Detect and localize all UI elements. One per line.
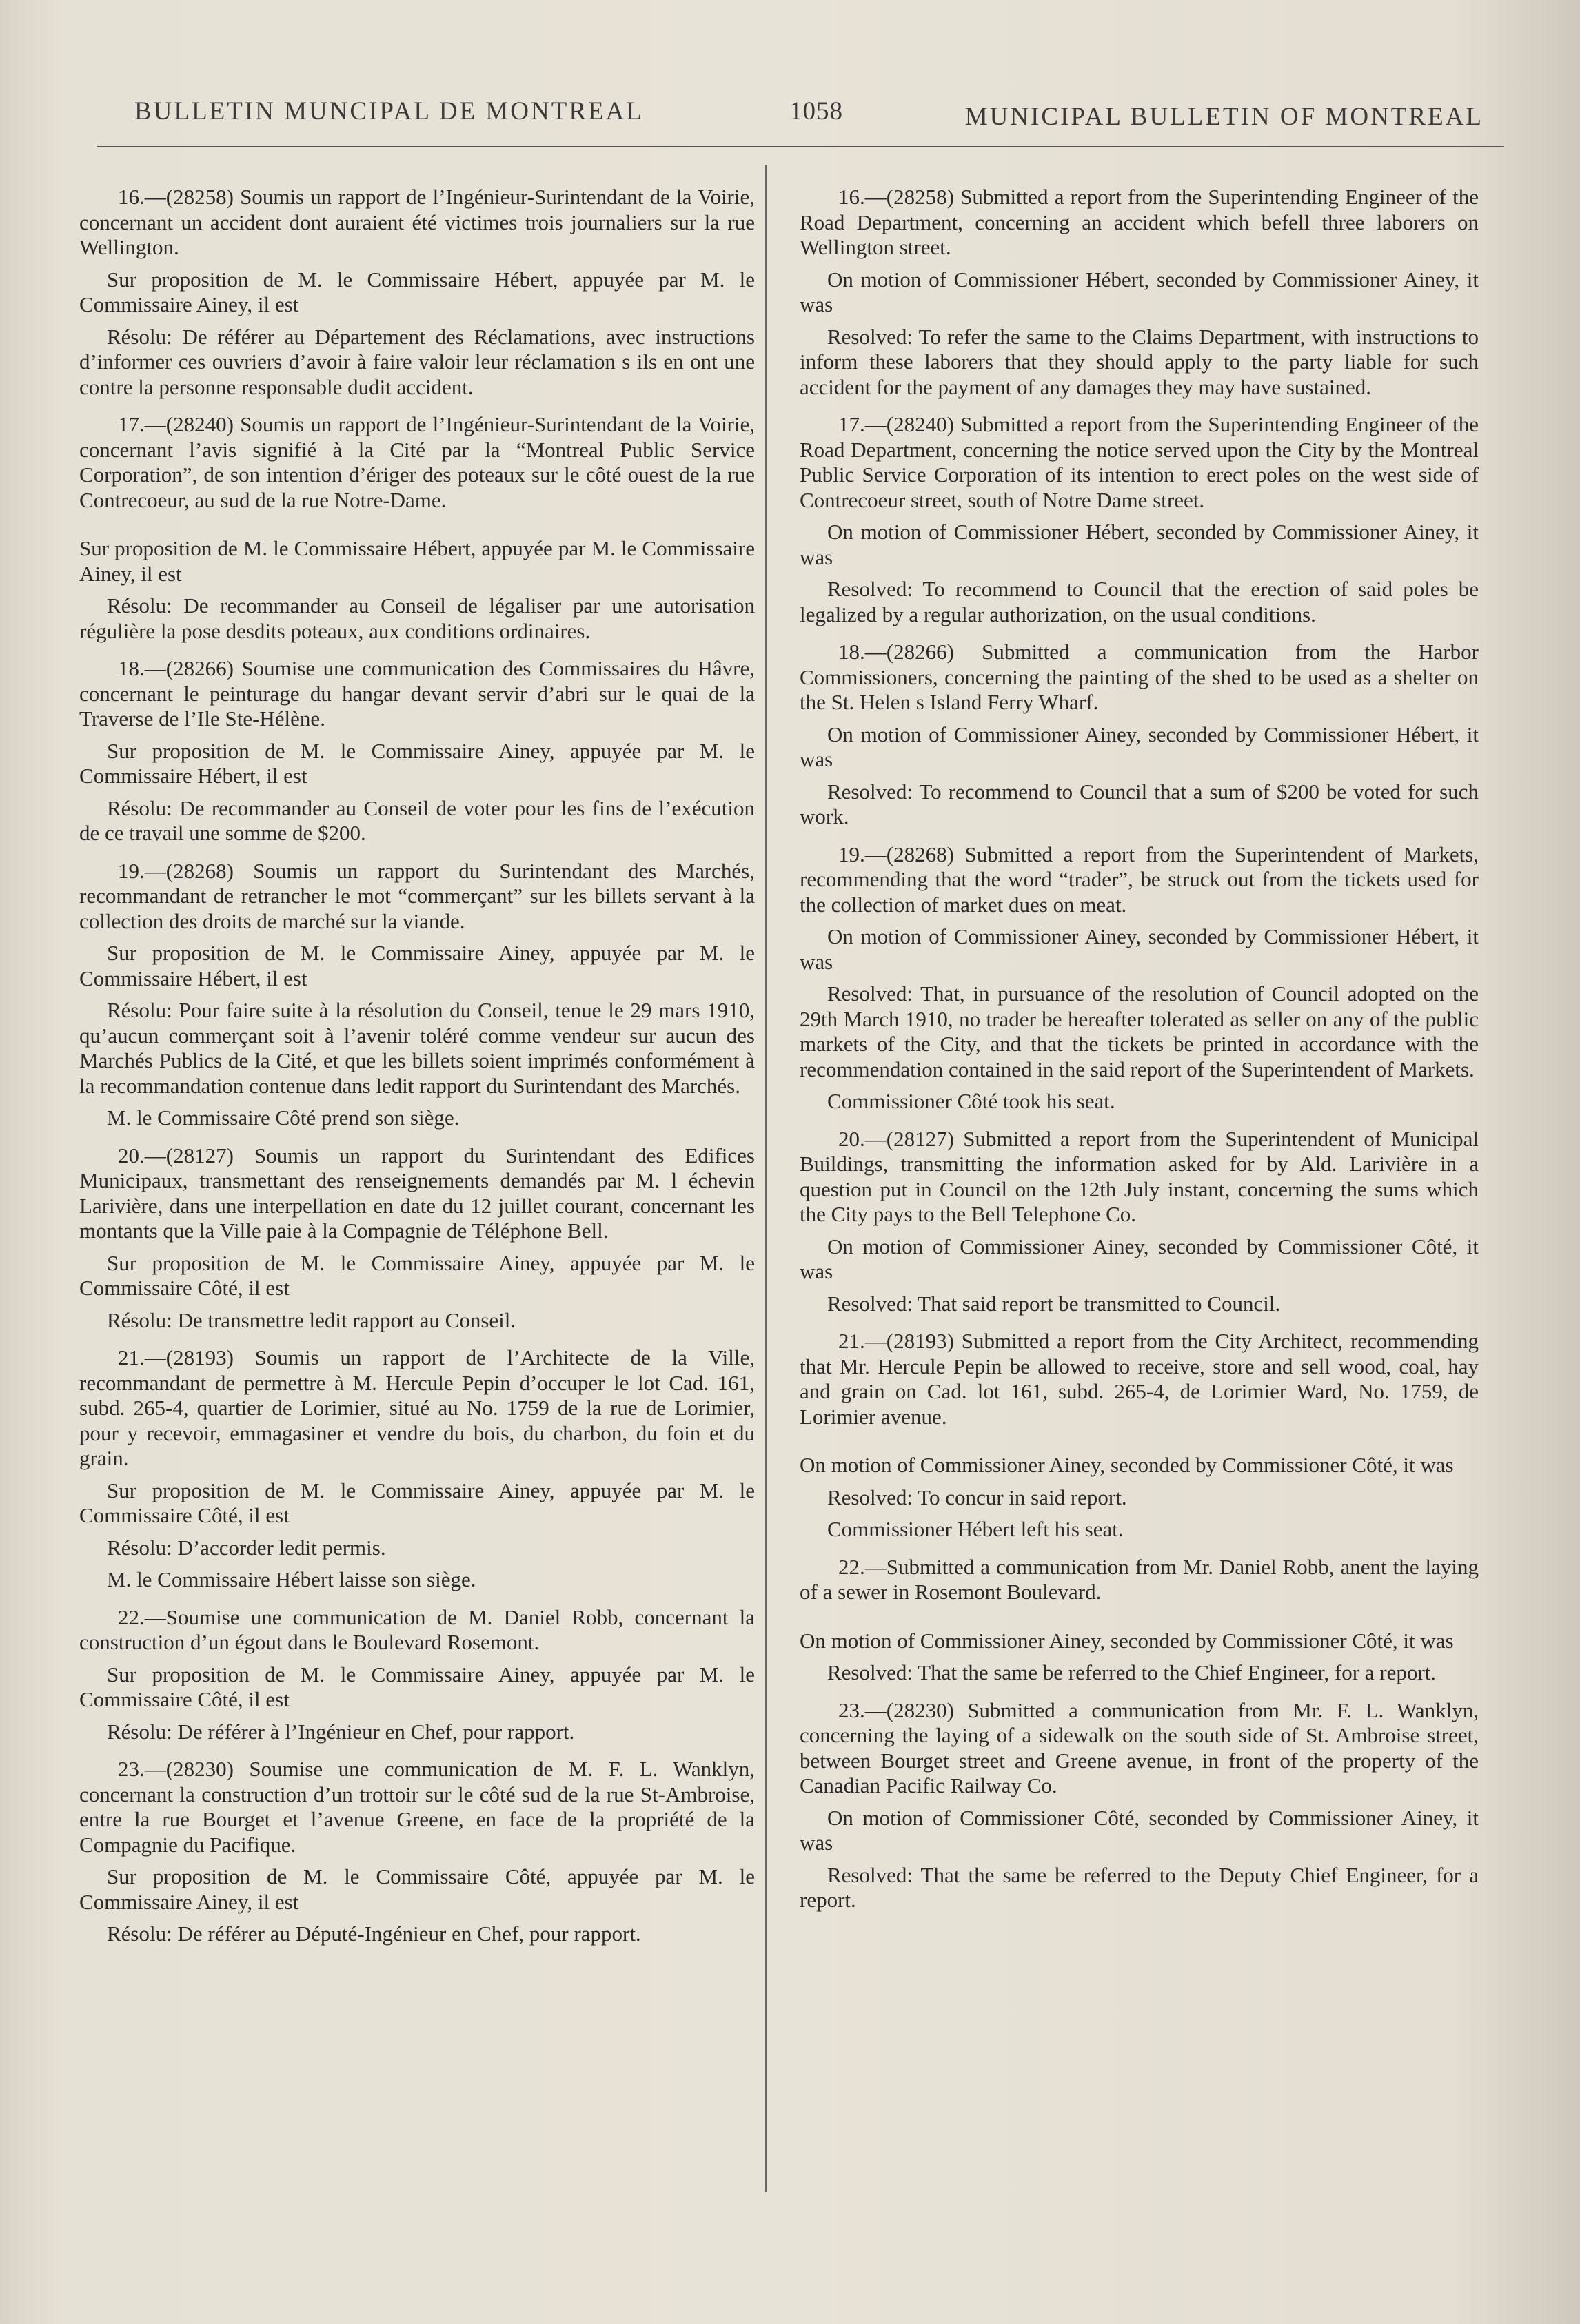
minute-paragraph: On motion of Commissioner Ainey, seconded by Commissioner Hébert, it was <box>800 722 1479 771</box>
minute-paragraph: Sur proposition de M. le Commissaire Ainey, appuyée par M. le Commissaire Côté, il est <box>79 1250 755 1300</box>
minute-item-paragraph: 19.—(28268) Submitted a report from the Superintendent of Markets, recommending that the word “trader”, be struck out from the tickets used for the collection of market dues on meat. <box>800 842 1479 917</box>
minute-paragraph: Resolved: To recommend to Council that the erection of said poles be legalized by a regular authorization, on the usual conditions. <box>800 577 1479 626</box>
minute-item-paragraph: 22.—Soumise une communication de M. Daniel Robb, concernant la construction d’un égout dans le Boulevard Rosemont. <box>79 1604 755 1654</box>
minute-item-paragraph: 22.—Submitted a communication from Mr. Daniel Robb, anent the laying of a sewer in Rosemont Boulevard. <box>800 1554 1479 1604</box>
french-column <box>79 172 755 1954</box>
english-column <box>800 172 1479 1920</box>
minute-paragraph: Resolved: To refer the same to the Claims Department, with instructions to inform these laborers that they should apply to the party liable for such accident for the payment of any damages they may have sustained. <box>800 324 1479 399</box>
minute-paragraph: Resolved: To concur in said report. <box>827 1485 1127 1509</box>
minute-paragraph: Resolved: To recommend to Council that a sum of $200 be voted for such work. <box>800 779 1479 828</box>
minute-paragraph: Résolu: De référer au Département des Réclamations, avec instructions d’informer ces ouvriers d’avoir à faire valoir leur réclamation s ils en ont une contre la personne responsable dudit accident. <box>79 324 755 399</box>
page-number: 1058 <box>789 97 843 125</box>
minute-paragraph: On motion of Commissioner Ainey, seconded by Commissioner Côté, it was <box>800 1453 1454 1477</box>
minute-item-paragraph: 20.—(28127) Soumis un rapport du Surintendant des Edifices Municipaux, transmettant des renseignements demandés par M. l échevin Larivière, dans une interpellation en date du 12 juillet courant, concernant les montants que la Ville paie à la Compagnie de Téléphone Bell. <box>79 1143 755 1243</box>
minute-paragraph: Sur proposition de M. le Commissaire Ainey, appuyée par M. le Commissaire Hébert, il est <box>79 941 755 990</box>
minute-paragraph: M. le Commissaire Côté prend son siège. <box>107 1105 460 1130</box>
minute-paragraph: Commissioner Hébert left his seat. <box>827 1517 1124 1541</box>
minute-paragraph: Sur proposition de M. le Commissaire Côté, appuyée par M. le Commissaire Ainey, il est <box>79 1864 755 1914</box>
minute-paragraph: On motion of Commissioner Hébert, seconded by Commissioner Ainey, it was <box>800 520 1479 569</box>
minute-paragraph: Sur proposition de M. le Commissaire Hébert, appuyée par M. le Commissaire Ainey, il est <box>79 536 755 586</box>
minute-paragraph: Résolu: De transmettre ledit rapport au Conseil. <box>107 1307 516 1332</box>
minute-paragraph: On motion of Commissioner Ainey, seconded by Commissioner Côté, it was <box>800 1234 1479 1283</box>
minute-item-paragraph: 17.—(28240) Soumis un rapport de l’Ingénieur-Surintendant de la Voirie, concernant l’avis signifié à la Cité par la “Montreal Public Service Corporation”, de son intention d’ériger des poteaux sur le côté ouest de la rue Contrecoeur, au sud de la rue Notre-Dame. <box>79 412 755 512</box>
minute-item-paragraph: 19.—(28268) Soumis un rapport du Surintendant des Marchés, recommandant de retrancher le mot “commerçant” sur les billets servant à la collection des droits de marché sur la viande. <box>79 858 755 933</box>
minute-paragraph: Resolved: That, in pursuance of the resolution of Council adopted on the 29th March 1910, no trader be hereafter tolerated as seller on any of the public markets of the City, and that the tickets be printed in accordance with the recommendation contained in the said report of the Superintendent of Markets. <box>800 981 1479 1081</box>
minute-item-paragraph: 18.—(28266) Soumise une communication des Commissaires du Hâvre, concernant le peinturage du hangar devant servir d’abri sur le quai de la Traverse de l’Ile Ste-Hélène. <box>79 656 755 731</box>
minute-paragraph: Resolved: That the same be referred to the Deputy Chief Engineer, for a report. <box>800 1862 1479 1912</box>
minute-item-paragraph: 17.—(28240) Submitted a report from the Superintending Engineer of the Road Department, concerning the notice served upon the City by the Montreal Public Service Corporation of its intention to erect poles on the west side of Contrecoeur street, south of Notre Dame street. <box>800 412 1479 512</box>
minute-item-paragraph: 23.—(28230) Submitted a communication from Mr. F. L. Wanklyn, concerning the laying of a sidewalk on the south side of St. Ambroise street, between Bourget street and Greene avenue, in front of the property of the Canadian Pacific Railway Co. <box>800 1698 1479 1797</box>
minute-paragraph: On motion of Commissioner Ainey, seconded by Commissioner Hébert, it was <box>800 924 1479 974</box>
minute-item-paragraph: 23.—(28230) Soumise une communication de M. F. L. Wanklyn, concernant la construction d’un trottoir sur le côté sud de la rue St-Ambroise, entre la rue Bourget et l’avenue Greene, en face de la propriété de la Compagnie du Pacifique. <box>79 1757 755 1857</box>
minute-paragraph: Sur proposition de M. le Commissaire Ainey, appuyée par M. le Commissaire Côté, il est <box>79 1478 755 1527</box>
minute-paragraph: Commissioner Côté took his seat. <box>827 1089 1115 1113</box>
page-header <box>134 96 1483 138</box>
minute-paragraph: Sur proposition de M. le Commissaire Ainey, appuyée par M. le Commissaire Côté, il est <box>79 1662 755 1711</box>
header-french-title: BULLETIN MUNCIPAL DE MONTREAL <box>134 97 644 125</box>
minute-paragraph: M. le Commissaire Hébert laisse son siège. <box>107 1567 476 1591</box>
minute-paragraph: Résolu: De recommander au Conseil de légaliser par une autorisation régulière la pose desdits poteaux, aux conditions ordinaires. <box>79 593 755 643</box>
minute-paragraph: Résolu: D’accorder ledit permis. <box>107 1535 386 1560</box>
minute-item-paragraph: 20.—(28127) Submitted a report from the Superintendent of Municipal Buildings, transmitting the information asked for by Ald. Larivière in a question put in Council on the 12th July instant, concerning the sums which the City pays to the Bell Telephone Co. <box>800 1126 1479 1226</box>
minute-paragraph: Resolved: That the same be referred to the Chief Engineer, for a report. <box>827 1660 1437 1684</box>
minute-paragraph: Résolu: De référer à l’Ingénieur en Chef, pour rapport. <box>107 1719 575 1744</box>
minute-item-paragraph: 16.—(28258) Soumis un rapport de l’Ingénieur-Surintendant de la Voirie, concernant un accident dont auraient été victimes trois journaliers sur la rue Wellington. <box>79 185 755 259</box>
minute-item-paragraph: 16.—(28258) Submitted a report from the Superintending Engineer of the Road Department, concerning an accident which befell three laborers on Wellington street. <box>800 185 1479 259</box>
minute-paragraph: On motion of Commissioner Côté, seconded by Commissioner Ainey, it was <box>800 1805 1479 1855</box>
minute-paragraph: On motion of Commissioner Ainey, seconded by Commissioner Côté, it was <box>800 1628 1454 1653</box>
minute-item-paragraph: 21.—(28193) Soumis un rapport de l’Architecte de la Ville, recommandant de permettre à M. Hercule Pepin d’occuper le lot Cad. 161, subd. 265-4, quartier de Lorimier, situé au No. 1759 de la rue de Lorimier, pour y recevoir, emmagasiner et vendre du bois, du charbon, du foin et du grain. <box>79 1345 755 1470</box>
minute-paragraph: Sur proposition de M. le Commissaire Ainey, appuyée par M. le Commissaire Hébert, il est <box>79 738 755 788</box>
header-english-title: MUNICIPAL BULLETIN OF MONTREAL <box>964 103 1483 131</box>
minute-paragraph: On motion of Commissioner Hébert, seconded by Commissioner Ainey, it was <box>800 267 1479 316</box>
header-rule <box>97 146 1504 147</box>
minute-item-paragraph: 21.—(28193) Submitted a report from the City Architect, recommending that Mr. Hercule Pepin be allowed to receive, store and sell wood, coal, hay and grain on Cad. lot 161, subd. 265-4, de Lorimier Ward, No. 1759, de Lorimier avenue. <box>800 1329 1479 1429</box>
minute-paragraph: Résolu: Pour faire suite à la résolution du Conseil, tenue le 29 mars 1910, qu’aucun commerçant soit à l’avenir toléré comme vendeur sur aucun des Marchés Publics de la Cité, et que les billets soient imprimés conformément à la recommandation contenue dans ledit rapport du Surintendant des Marchés. <box>79 998 755 1098</box>
minute-paragraph: Résolu: De référer au Député-Ingénieur en Chef, pour rapport. <box>107 1922 641 1946</box>
column-divider <box>765 165 767 2192</box>
minute-paragraph: Sur proposition de M. le Commissaire Hébert, appuyée par M. le Commissaire Ainey, il est <box>79 267 755 316</box>
minute-item-paragraph: 18.—(28266) Submitted a communication from the Harbor Commissioners, concerning the painting of the shed to be used as a shelter on the St. Helen s Island Ferry Wharf. <box>800 640 1479 714</box>
minute-paragraph: Resolved: That said report be transmitted to Council. <box>827 1291 1281 1316</box>
minute-paragraph: Résolu: De recommander au Conseil de voter pour les fins de l’exécution de ce travail une somme de $200. <box>79 795 755 845</box>
